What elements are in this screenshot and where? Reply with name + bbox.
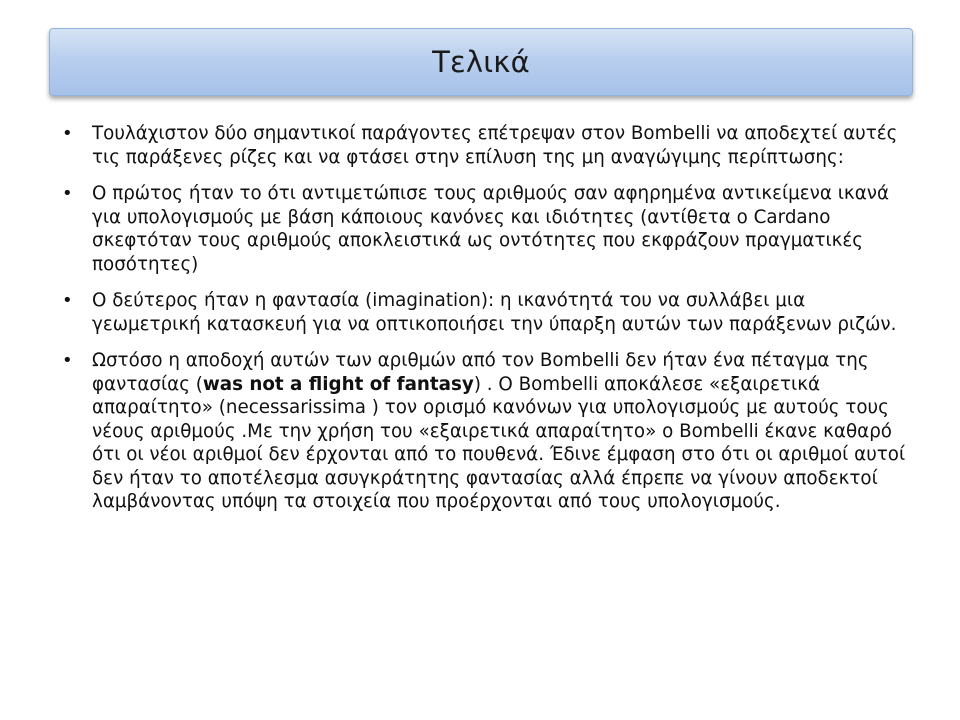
bullet-icon: • <box>62 123 73 144</box>
bullet-icon: • <box>62 350 73 371</box>
bullet-text: Τουλάχιστον δύο σημαντικοί παράγοντες επέτρεψαν στον Bombelli να αποδεχτεί αυτές τις παράξενες ρίζες και να φτάσει στην επίλυση της μη αναγώγιμης περίπτωσης: <box>92 123 898 168</box>
bullet-text: Ο πρώτος ήταν το ότι αντιμετώπισε τους αριθμούς σαν αφηρημένα αντικείμενα ικανά για υπολογισμούς με βάση κάποιους κανόνες και ιδιότητες (αντίθετα ο Cardano σκεφτόταν τους αριθμούς αποκλειστικά ως οντότητες που εκφράζουν πραγματικές ποσότητες) <box>92 183 890 275</box>
bullet-text-before: Ωστόσο η αποδοχή αυτών των αριθμών από τον Bombelli δεν ήταν ένα πέταγμα της φαντασίας ( <box>92 350 869 395</box>
bullet-icon: • <box>62 183 73 204</box>
slide-title: Τελικά <box>432 45 530 79</box>
bullet-item-3 <box>62 289 914 336</box>
bullet-icon: • <box>62 290 73 311</box>
title-box <box>49 28 913 96</box>
bullet-item-1 <box>62 122 914 169</box>
bullet-text-bold: was not a flight of fantasy <box>202 373 474 395</box>
bullet-text <box>92 350 905 512</box>
bullet-list <box>62 122 914 527</box>
bullet-text-after: ) . Ο Bombelli αποκάλεσε «εξαιρετικά απαραίτητο» (necessarissima ) τον ορισμό κανόνων για υπολογισμούς με αυτούς τους νέους αριθμούς .Με την χρήση του «εξαιρετικά απαραίτητο» ο Bombelli έκανε καθαρό ότι οι νέοι αριθμοί δεν έρχονται από το πουθενά. Έδινε έμφαση στο ότι οι αριθμοί αυτοί δεν ήταν το αποτέλεσμα ασυγκράτητης φαντασίας αλλά έπρεπε να γίνουν αποδεκτοί λαμβάνοντας υπόψη τα στοιχεία που προέρχονται από τους υπολογισμούς. <box>92 373 906 512</box>
bullet-item-4 <box>62 349 914 514</box>
bullet-item-2 <box>62 182 914 276</box>
bullet-text: Ο δεύτερος ήταν η φαντασία (imagination): η ικανότητά του να συλλάβει μια γεωμετρική κατασκευή για να οπτικοποιήσει την ύπαρξη αυτών των παράξενων ριζών. <box>92 290 897 335</box>
